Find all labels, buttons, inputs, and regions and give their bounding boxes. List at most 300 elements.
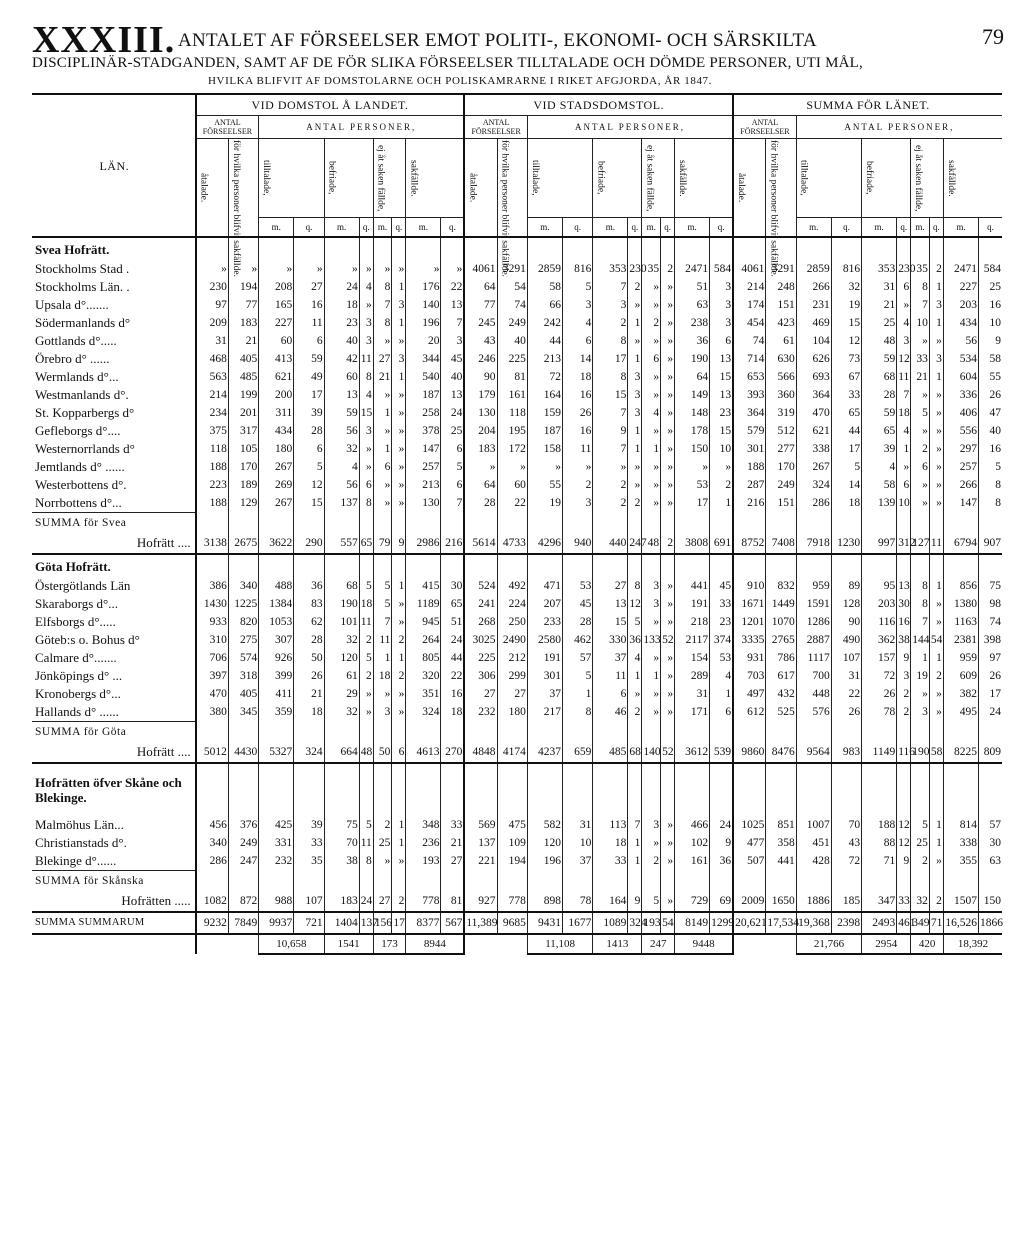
cell: 2	[593, 494, 628, 513]
cell: 116	[862, 613, 897, 631]
empty-cell	[831, 513, 861, 534]
cell: 28	[464, 494, 497, 513]
grand-total-cell: 21,766	[796, 934, 861, 954]
cell: 89	[831, 577, 861, 595]
mq-header: q.	[897, 218, 911, 238]
cell: 485	[228, 368, 258, 386]
cell: 11	[359, 350, 373, 368]
sum-cell: 4613	[406, 742, 441, 763]
cell: 70	[831, 816, 861, 834]
cell: 338	[796, 440, 831, 458]
cell: 413	[259, 350, 294, 368]
cell: 4	[359, 386, 373, 404]
cell: 267	[259, 494, 294, 513]
empty-cell	[324, 237, 359, 260]
empty-cell	[196, 513, 229, 534]
cell: 88	[862, 834, 897, 852]
empty-cell	[324, 871, 359, 892]
cell: 40	[978, 422, 1002, 440]
cell: 191	[527, 649, 562, 667]
cell: 8	[593, 332, 628, 350]
cell: 2	[392, 667, 406, 685]
cell: 2	[911, 440, 930, 458]
cell: »	[196, 260, 229, 278]
cell: 5	[911, 816, 930, 834]
empty-cell	[527, 871, 562, 892]
empty-cell	[294, 513, 324, 534]
cell: 5	[373, 577, 392, 595]
sub-header-label: befriade,	[326, 161, 337, 195]
empty-cell	[978, 763, 1002, 816]
cell: 8	[359, 368, 373, 386]
cell: 3	[710, 278, 734, 296]
cell: 26	[831, 703, 861, 722]
empty-cell	[733, 934, 796, 954]
cell: 95	[862, 577, 897, 595]
cell: 129	[228, 494, 258, 513]
cell: 4	[628, 649, 642, 667]
cell: 230	[897, 260, 911, 278]
sum-cell: 988	[259, 891, 294, 912]
sum-cell: 1886	[796, 891, 831, 912]
empty-cell	[943, 237, 978, 260]
cell: 584	[978, 260, 1002, 278]
sub-header	[862, 139, 911, 218]
empty-cell	[661, 722, 675, 743]
cell: »	[911, 494, 930, 513]
empty-cell	[373, 237, 392, 260]
cell: 299	[497, 667, 527, 685]
cell: 626	[796, 350, 831, 368]
cell: 31	[675, 685, 710, 703]
cell: 11	[294, 314, 324, 332]
cell: 1	[897, 440, 911, 458]
empty-cell	[766, 554, 796, 577]
empty-cell	[527, 763, 562, 816]
grand-cell: 567	[441, 912, 464, 934]
empty-cell	[228, 871, 258, 892]
cell: 470	[796, 404, 831, 422]
grand-cell: 2493	[862, 912, 897, 934]
cell: 218	[675, 613, 710, 631]
cell: 213	[527, 350, 562, 368]
sum-cell: 312	[897, 533, 911, 554]
cell: »	[661, 404, 675, 422]
empty-cell	[897, 871, 911, 892]
cell: 4	[897, 314, 911, 332]
cell: »	[911, 386, 930, 404]
sum-cell: 659	[562, 742, 592, 763]
cell: 6	[562, 332, 592, 350]
cell: »	[661, 685, 675, 703]
cell: 73	[831, 350, 861, 368]
row-label: Christianstads d°.	[35, 835, 127, 850]
cell: 36	[628, 631, 642, 649]
sum-cell: 164	[593, 891, 628, 912]
cell: 320	[406, 667, 441, 685]
cell: 147	[406, 440, 441, 458]
cell: 188	[733, 458, 766, 476]
cell: 3	[642, 595, 661, 613]
cell: 563	[196, 368, 229, 386]
cell: 5	[978, 458, 1002, 476]
empty-cell	[497, 554, 527, 577]
cell: 61	[766, 332, 796, 350]
cell: 21	[294, 685, 324, 703]
cell: 118	[196, 440, 229, 458]
sum-cell: 24	[359, 891, 373, 912]
cell: 30	[978, 834, 1002, 852]
cell: 1163	[943, 613, 978, 631]
empty-cell	[831, 237, 861, 260]
grand-cell: 193	[642, 912, 661, 934]
cell: 380	[196, 703, 229, 722]
cell: 286	[196, 852, 229, 871]
cell: 2	[392, 631, 406, 649]
grand-total-cell: 2954	[862, 934, 911, 954]
cell: 8	[373, 314, 392, 332]
sum-cell: 11	[929, 533, 943, 554]
cell: 24	[324, 278, 359, 296]
cell: 2	[593, 476, 628, 494]
empty-cell	[324, 722, 359, 743]
empty-cell	[441, 554, 464, 577]
cell: 4	[862, 458, 897, 476]
cell: 51	[441, 613, 464, 631]
cell: 180	[497, 703, 527, 722]
cell: 128	[831, 595, 861, 613]
cell: 188	[196, 458, 229, 476]
empty-cell	[943, 554, 978, 577]
cell: 5	[441, 458, 464, 476]
cell: 149	[675, 386, 710, 404]
row-label: Skaraborgs d°...	[35, 596, 118, 611]
sum-cell: 940	[562, 533, 592, 554]
cell: 200	[259, 386, 294, 404]
grand-cell: 2398	[831, 912, 861, 934]
mq-header: m.	[796, 218, 831, 238]
cell: 5	[628, 613, 642, 631]
sum-cell: 6	[392, 742, 406, 763]
empty-cell	[831, 554, 861, 577]
cell: 441	[766, 852, 796, 871]
cell: 534	[943, 350, 978, 368]
cell: 57	[978, 816, 1002, 834]
cell: 267	[259, 458, 294, 476]
cell: »	[373, 386, 392, 404]
cell: 32	[831, 278, 861, 296]
cell: 3	[628, 368, 642, 386]
cell: »	[259, 260, 294, 278]
cell: 232	[464, 703, 497, 722]
row-label: Elfsborgs d°.....	[35, 614, 116, 629]
cell: 3	[929, 296, 943, 314]
cell: »	[392, 422, 406, 440]
sum-cell: 9	[392, 533, 406, 554]
cell: 46	[593, 703, 628, 722]
empty-cell	[943, 871, 978, 892]
cell: 1	[373, 649, 392, 667]
cell: 15	[359, 404, 373, 422]
section-title-row	[32, 763, 1002, 816]
cell: 101	[324, 613, 359, 631]
cell: 158	[527, 440, 562, 458]
cell: »	[661, 350, 675, 368]
empty-cell	[675, 237, 710, 260]
cell: 72	[862, 667, 897, 685]
cell: 1	[392, 649, 406, 667]
row-label: Örebro d° ......	[35, 351, 110, 366]
cell: 190	[675, 350, 710, 368]
cell: 2	[593, 314, 628, 332]
group-header: VID DOMSTOL Å LANDET.	[196, 94, 465, 116]
cell: 16	[562, 422, 592, 440]
cell: 59	[862, 404, 897, 422]
cell: 1070	[766, 613, 796, 631]
empty-cell	[324, 513, 359, 534]
empty-cell	[862, 722, 897, 743]
cell: 60	[324, 368, 359, 386]
cell: 107	[831, 649, 861, 667]
sum-cell: 290	[294, 533, 324, 554]
empty-cell	[593, 554, 628, 577]
cell: 3291	[497, 260, 527, 278]
cell: »	[661, 613, 675, 631]
sum-cell: 185	[831, 891, 861, 912]
cell: 227	[259, 314, 294, 332]
cell: »	[929, 386, 943, 404]
empty-cell	[766, 513, 796, 534]
empty-cell	[710, 722, 734, 743]
mq-header: q.	[392, 218, 406, 238]
cell: 7	[628, 816, 642, 834]
cell: 22	[831, 685, 861, 703]
grand-cell: 9431	[527, 912, 562, 934]
cell: 423	[766, 314, 796, 332]
cell: 27	[373, 350, 392, 368]
table-row	[32, 613, 1002, 631]
empty-cell	[392, 513, 406, 534]
cell: 39	[294, 404, 324, 422]
cell: »	[897, 296, 911, 314]
cell: 310	[196, 631, 229, 649]
sum-cell: 52	[661, 742, 675, 763]
grand-cell: 8377	[406, 912, 441, 934]
cell: 70	[324, 834, 359, 852]
cell: 6	[441, 476, 464, 494]
empty-cell	[978, 554, 1002, 577]
table-row	[32, 631, 1002, 649]
cell: 225	[464, 649, 497, 667]
cell: 490	[831, 631, 861, 649]
sum-cell: 247	[628, 533, 642, 554]
table-row	[32, 703, 1002, 722]
empty-cell	[359, 513, 373, 534]
cell: 576	[796, 703, 831, 722]
cell: 42	[324, 350, 359, 368]
table-row	[32, 386, 1002, 404]
empty-cell	[796, 237, 831, 260]
cell: 307	[259, 631, 294, 649]
cell: 6	[911, 458, 930, 476]
sub-header-label: befriade,	[864, 161, 875, 195]
cell: 53	[675, 476, 710, 494]
cell: 582	[527, 816, 562, 834]
cell: 55	[527, 476, 562, 494]
cell: 195	[497, 422, 527, 440]
cell: 29	[324, 685, 359, 703]
sum-cell: 140	[642, 742, 661, 763]
cell: 74	[733, 332, 766, 350]
grand-cell: 349	[911, 912, 930, 934]
cell: 926	[259, 649, 294, 667]
cell: 170	[766, 458, 796, 476]
sum-cell: 927	[464, 891, 497, 912]
cell: 405	[228, 350, 258, 368]
cell: 72	[527, 368, 562, 386]
cell: 236	[406, 834, 441, 852]
cell: 54	[929, 631, 943, 649]
empty-cell	[259, 722, 294, 743]
grand-cell: 20,621	[733, 912, 766, 934]
sub-header-label: befriade,	[595, 161, 606, 195]
cell: 1	[628, 834, 642, 852]
cell: 6	[359, 476, 373, 494]
sum-cell: 6794	[943, 533, 978, 554]
cell: 22	[497, 494, 527, 513]
cell: 4061	[733, 260, 766, 278]
cell: 189	[228, 476, 258, 494]
cell: 348	[406, 816, 441, 834]
cell: 345	[228, 703, 258, 722]
cell: »	[661, 296, 675, 314]
cell: 1	[373, 404, 392, 422]
cell: 33	[441, 816, 464, 834]
cell: 456	[196, 816, 229, 834]
cell: 68	[324, 577, 359, 595]
empty-cell	[978, 513, 1002, 534]
sum-cell: 2675	[228, 533, 258, 554]
cell: 39	[862, 440, 897, 458]
empty-cell	[943, 722, 978, 743]
sum-cell: 190	[911, 742, 930, 763]
empty-cell	[373, 554, 392, 577]
empty-cell	[441, 871, 464, 892]
cell: 23	[324, 314, 359, 332]
cell: 97	[978, 649, 1002, 667]
mq-header: m.	[324, 218, 359, 238]
cell: 40	[497, 332, 527, 350]
cell: 58	[527, 278, 562, 296]
cell: 241	[464, 595, 497, 613]
empty-cell	[733, 722, 766, 743]
cell: 1	[562, 685, 592, 703]
cell: 11	[359, 834, 373, 852]
cell: 466	[675, 816, 710, 834]
cell: 289	[675, 667, 710, 685]
cell: 11	[359, 613, 373, 631]
empty-cell	[911, 763, 930, 816]
empty-cell	[593, 513, 628, 534]
empty-cell	[862, 513, 897, 534]
sum-row	[32, 742, 1002, 763]
section-title: Svea Hofrätt.	[35, 241, 110, 257]
sum-cell: 107	[294, 891, 324, 912]
cell: 58	[862, 476, 897, 494]
mq-header: m.	[406, 218, 441, 238]
mq-header: q.	[661, 218, 675, 238]
cell: 301	[527, 667, 562, 685]
cell: 933	[196, 613, 229, 631]
cell: 359	[259, 703, 294, 722]
sum-cell: 5012	[196, 742, 229, 763]
cell: 7	[911, 296, 930, 314]
sub-header	[228, 139, 258, 277]
cell: 188	[862, 816, 897, 834]
cell: 250	[497, 613, 527, 631]
sum-cell: 872	[228, 891, 258, 912]
grand-total-cell: 18,392	[943, 934, 1002, 954]
cell: 30	[441, 577, 464, 595]
row-label: Upsala d°.......	[35, 297, 109, 312]
empty-cell	[562, 554, 592, 577]
cell: 851	[766, 816, 796, 834]
cell: 6	[897, 278, 911, 296]
cell: »	[929, 595, 943, 613]
cell: 21	[862, 296, 897, 314]
cell: 188	[196, 494, 229, 513]
cell: 187	[406, 386, 441, 404]
cell: 161	[497, 386, 527, 404]
grand-total-cell: 420	[911, 934, 944, 954]
cell: 286	[796, 494, 831, 513]
cell: 816	[831, 260, 861, 278]
cell: 492	[497, 577, 527, 595]
cell: »	[373, 332, 392, 350]
empty-cell	[228, 513, 258, 534]
lan-header: LÄN.	[32, 94, 196, 237]
row-label: Malmöhus Län...	[35, 817, 124, 832]
cell: 630	[766, 350, 796, 368]
cell: »	[661, 577, 675, 595]
mq-header: q.	[831, 218, 861, 238]
cell: 32	[324, 631, 359, 649]
cell: 2	[642, 314, 661, 332]
cell: 53	[562, 577, 592, 595]
cell: 353	[593, 260, 628, 278]
empty-cell	[441, 237, 464, 260]
empty-cell	[406, 554, 441, 577]
cell: 14	[562, 350, 592, 368]
cell: 2	[929, 667, 943, 685]
row-label: Norrbottens d°...	[35, 495, 122, 510]
cell: 569	[464, 816, 497, 834]
cell: 12	[294, 476, 324, 494]
empty-cell	[766, 871, 796, 892]
empty-cell	[796, 871, 831, 892]
cell: 3	[562, 494, 592, 513]
grand-cell: 1677	[562, 912, 592, 934]
grand-cell: 1404	[324, 912, 359, 934]
cell: 406	[943, 404, 978, 422]
cell: 90	[831, 613, 861, 631]
cell: 249	[497, 314, 527, 332]
cell: 267	[796, 458, 831, 476]
cell: »	[642, 386, 661, 404]
row-label: Wermlands d°...	[35, 369, 119, 384]
sub-header-label: ej åt saken fällde,	[644, 144, 655, 212]
grand-cell: 9937	[259, 912, 294, 934]
